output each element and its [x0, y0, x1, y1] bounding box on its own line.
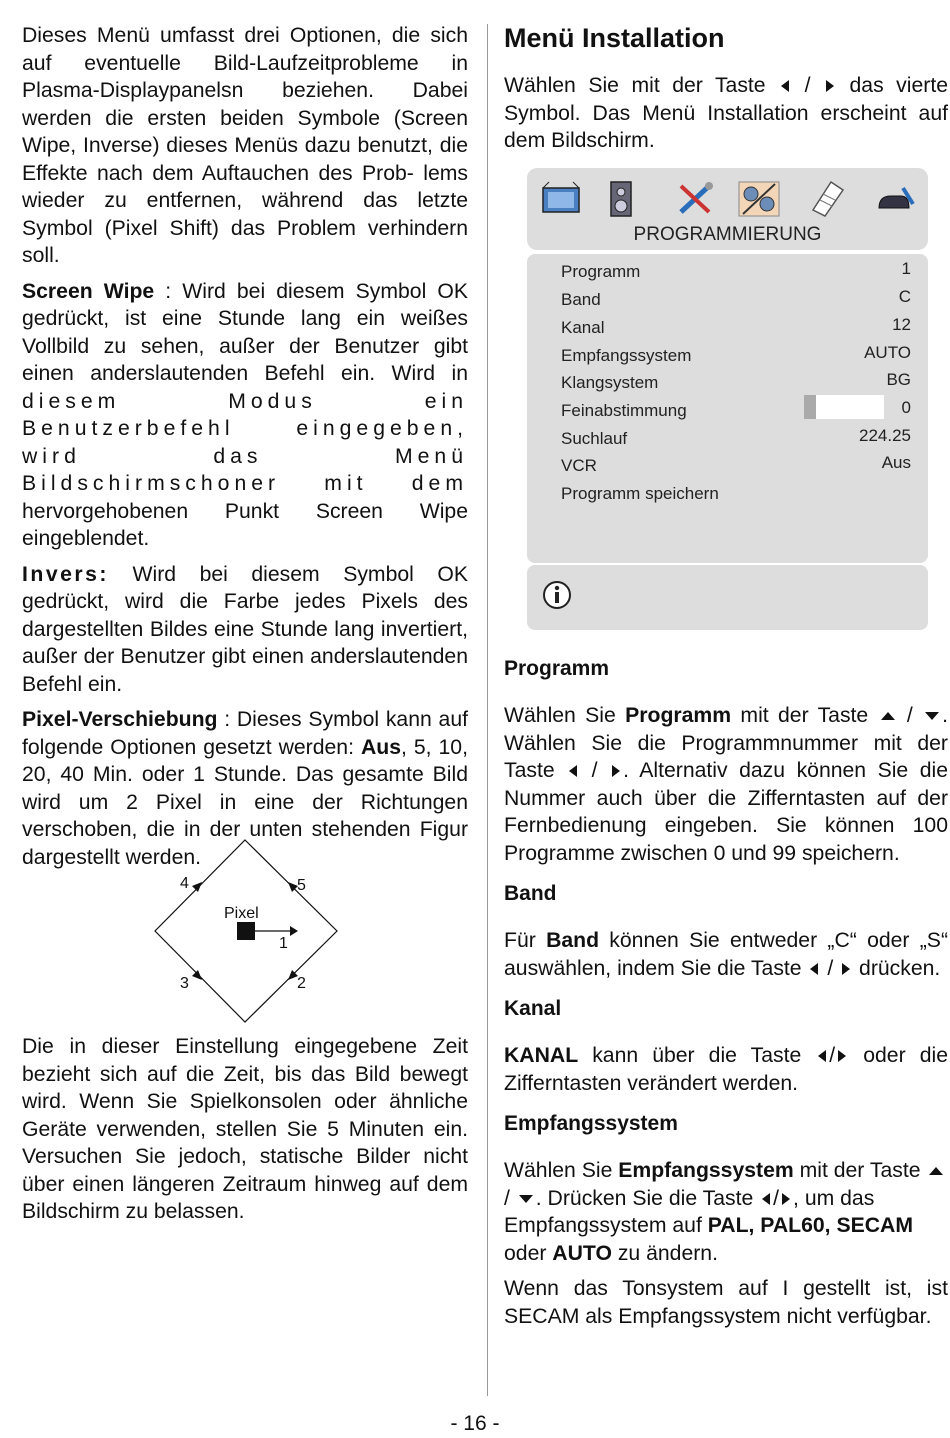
- intro-sep: /: [792, 74, 824, 97]
- invers-term: Invers:: [22, 562, 109, 586]
- empfangssystem-paragraph: Wählen Sie Empfangssystem mit der Taste / . Drücken Sie die Taste / , um das Empfangssystem auf PAL, PAL60, SECAM oder AUTO zu ändern.: [504, 1157, 948, 1267]
- left-arrow-icon: [810, 963, 818, 975]
- pixel-square: [237, 922, 255, 940]
- up-arrow-icon: [929, 1167, 943, 1175]
- menu-list: [527, 254, 928, 563]
- arrow-head-3: [192, 970, 202, 980]
- direction-2: 2: [297, 975, 306, 992]
- page-number: - 16 -: [450, 1412, 500, 1435]
- menu-row-programm-speichern[interactable]: Programm speichern: [561, 484, 719, 503]
- programmierung-menu: [527, 168, 928, 630]
- left-arrow-icon: [762, 1193, 770, 1205]
- right-arrow-icon: [826, 80, 834, 92]
- screen-wipe-term: Screen Wipe: [22, 279, 155, 303]
- intro-text-b: das vierte Symbol. Das Menü Installation erscheint auf dem Bildschirm.: [504, 74, 948, 152]
- menu-info-bar: [527, 565, 928, 630]
- left-column: [22, 22, 468, 879]
- invers-text: Wird bei diesem Symbol OK gedrückt, wird die Farbe jedes Pixels des dargestellten Bildes eine Stunde lang invertiert, außer der Benutzer gibt einen anderslautenden Befehl ein.: [22, 562, 468, 696]
- pixel-shift-aus: Aus: [360, 735, 401, 759]
- heading-empfangssystem: Empfangssystem: [504, 1112, 678, 1135]
- heading-programm: Programm: [504, 657, 610, 680]
- pixel-label: Pixel: [224, 905, 259, 922]
- left-column-bottom: [22, 1033, 468, 1234]
- right-arrow-icon: [782, 1193, 790, 1205]
- pixel-shift-text-b: , 5, 10, 20, 40 Min. oder 1 Stunde. Das gesamte Bild wird um 2 Pixel in eine der Richtungen verschoben, die in der unten stehenden Figur dargestellt werden.: [22, 735, 468, 869]
- left-arrow-icon: [818, 1050, 826, 1062]
- picture-icon: [539, 180, 583, 218]
- info-icon: [541, 579, 573, 611]
- menu-row-empfangssystem[interactable]: Empfangssystem AUTO: [561, 343, 911, 365]
- right-arrow-icon: [838, 1050, 846, 1062]
- menu-row-vcr[interactable]: VCR Aus: [561, 453, 911, 475]
- menu-icon-bar: [527, 168, 928, 250]
- menu-row-programm[interactable]: Programm 1: [561, 259, 911, 281]
- menu-title: PROGRAMMIERUNG: [633, 224, 822, 245]
- installation-icon: [737, 180, 781, 218]
- pixel-shift-diagram: [140, 838, 350, 1028]
- menu-row-feinabstimmung[interactable]: Feinabstimmung 0: [561, 401, 911, 428]
- kanal-paragraph: KANAL kann über die Taste / oder die Zifferntasten verändert werden.: [504, 1044, 948, 1095]
- column-divider: [487, 24, 488, 1396]
- left-arrow-icon: [781, 80, 789, 92]
- screen-wipe-text-a: : Wird bei diesem Symbol OK gedrückt, ist eine Stunde lang ein weißes Vollbild zu sehen, außer der Benutzer gibt einen anderslautenden Befehl ein. Wird in: [22, 279, 468, 385]
- pixel-shift-term: Pixel-Verschiebung: [22, 708, 218, 731]
- section-title: Menü Installation: [504, 23, 725, 53]
- menu-row-klangsystem[interactable]: Klangsystem BG: [561, 370, 911, 392]
- pixel-shift-svg: [140, 838, 350, 1028]
- installation-intro: [504, 72, 948, 155]
- source-icon: [873, 180, 917, 218]
- right-arrow-icon: [842, 963, 850, 975]
- arrow-head-1: [290, 926, 298, 936]
- down-arrow-icon: [519, 1195, 533, 1203]
- fine-tune-fill: [804, 395, 816, 419]
- document-icon: [803, 180, 847, 218]
- screen-wipe-text-spaced: diesem Modus ein Benutzerbefehl eingegeben, wird das Menü Bildschirmschoner mit dem: [22, 389, 468, 495]
- direction-5: 5: [297, 877, 306, 894]
- heading-band: Band: [504, 882, 557, 905]
- tools-icon: [673, 180, 717, 218]
- right-column: [504, 22, 948, 163]
- programm-paragraph: Wählen Sie Programm mit der Taste / . Wählen Sie die Programmnummer mit der Taste / . Alternativ dazu können Sie die Nummer auch über die Zifferntasten auf der Fernbedienung eingeben. Sie können 100 Programme zwischen 0 und 99 speichern.: [504, 704, 948, 865]
- menu-row-suchlauf[interactable]: Suchlauf 224.25: [561, 426, 911, 448]
- menu-row-band[interactable]: Band C: [561, 287, 911, 309]
- pixel-shift-text-a: : Dieses Symbol kann auf folgende Optionen gesetzt werden:: [22, 708, 468, 759]
- screen-wipe-text-b: hervorgehobenen Punkt Screen Wipe eingeblendet.: [22, 499, 468, 550]
- down-arrow-icon: [925, 712, 939, 720]
- secam-note: Wenn das Tonsystem auf I gestellt ist, ist SECAM als Empfangssystem nicht verfügbar.: [504, 1277, 948, 1328]
- invers-paragraph: [22, 561, 468, 699]
- arrow-head-4: [192, 882, 202, 892]
- direction-1: 1: [279, 935, 288, 952]
- fine-tune-slider[interactable]: [804, 395, 884, 419]
- up-arrow-icon: [881, 712, 895, 720]
- left-arrow-icon: [569, 765, 577, 777]
- speaker-icon: [599, 180, 643, 218]
- time-paragraph: Die in dieser Einstellung eingegebene Zeit bezieht sich auf die Zeit, bis das Bild bewegt wird. Wenn Sie Spielkonsolen oder ähnliche Geräte verwenden, stellen Sie 5 Minuten ein. Versuchen Sie jedoch, statische Bilder nicht über einen längeren Zeitraum hinweg auf dem Bildschirm zu belassen.: [22, 1035, 468, 1223]
- direction-4: 4: [180, 875, 189, 892]
- right-column-lower: [504, 656, 948, 1338]
- screen-wipe-paragraph: [22, 278, 468, 553]
- heading-kanal: Kanal: [504, 997, 562, 1020]
- band-paragraph: Für Band können Sie entweder „C“ oder „S“ auswählen, indem Sie die Taste / drücken.: [504, 929, 948, 980]
- direction-3: 3: [180, 975, 189, 992]
- menu-row-kanal[interactable]: Kanal 12: [561, 315, 911, 337]
- right-arrow-icon: [612, 765, 620, 777]
- intro-paragraph: Dieses Menü umfasst drei Optionen, die sich auf eventuelle Bild-Laufzeitprobleme in Plasma-Displaypanelsn beziehen. Dabei werden die ersten beiden Symbole (Screen Wipe, Inverse) dieses Menüs dazu benutzt, die Effekte nach dem Auftauchen des Prob- lems wieder zu entfernen, während das letzte Symbol (Pixel Shift) das Problem verhindern soll.: [22, 24, 468, 267]
- intro-text-a: Wählen Sie mit der Taste: [504, 74, 779, 97]
